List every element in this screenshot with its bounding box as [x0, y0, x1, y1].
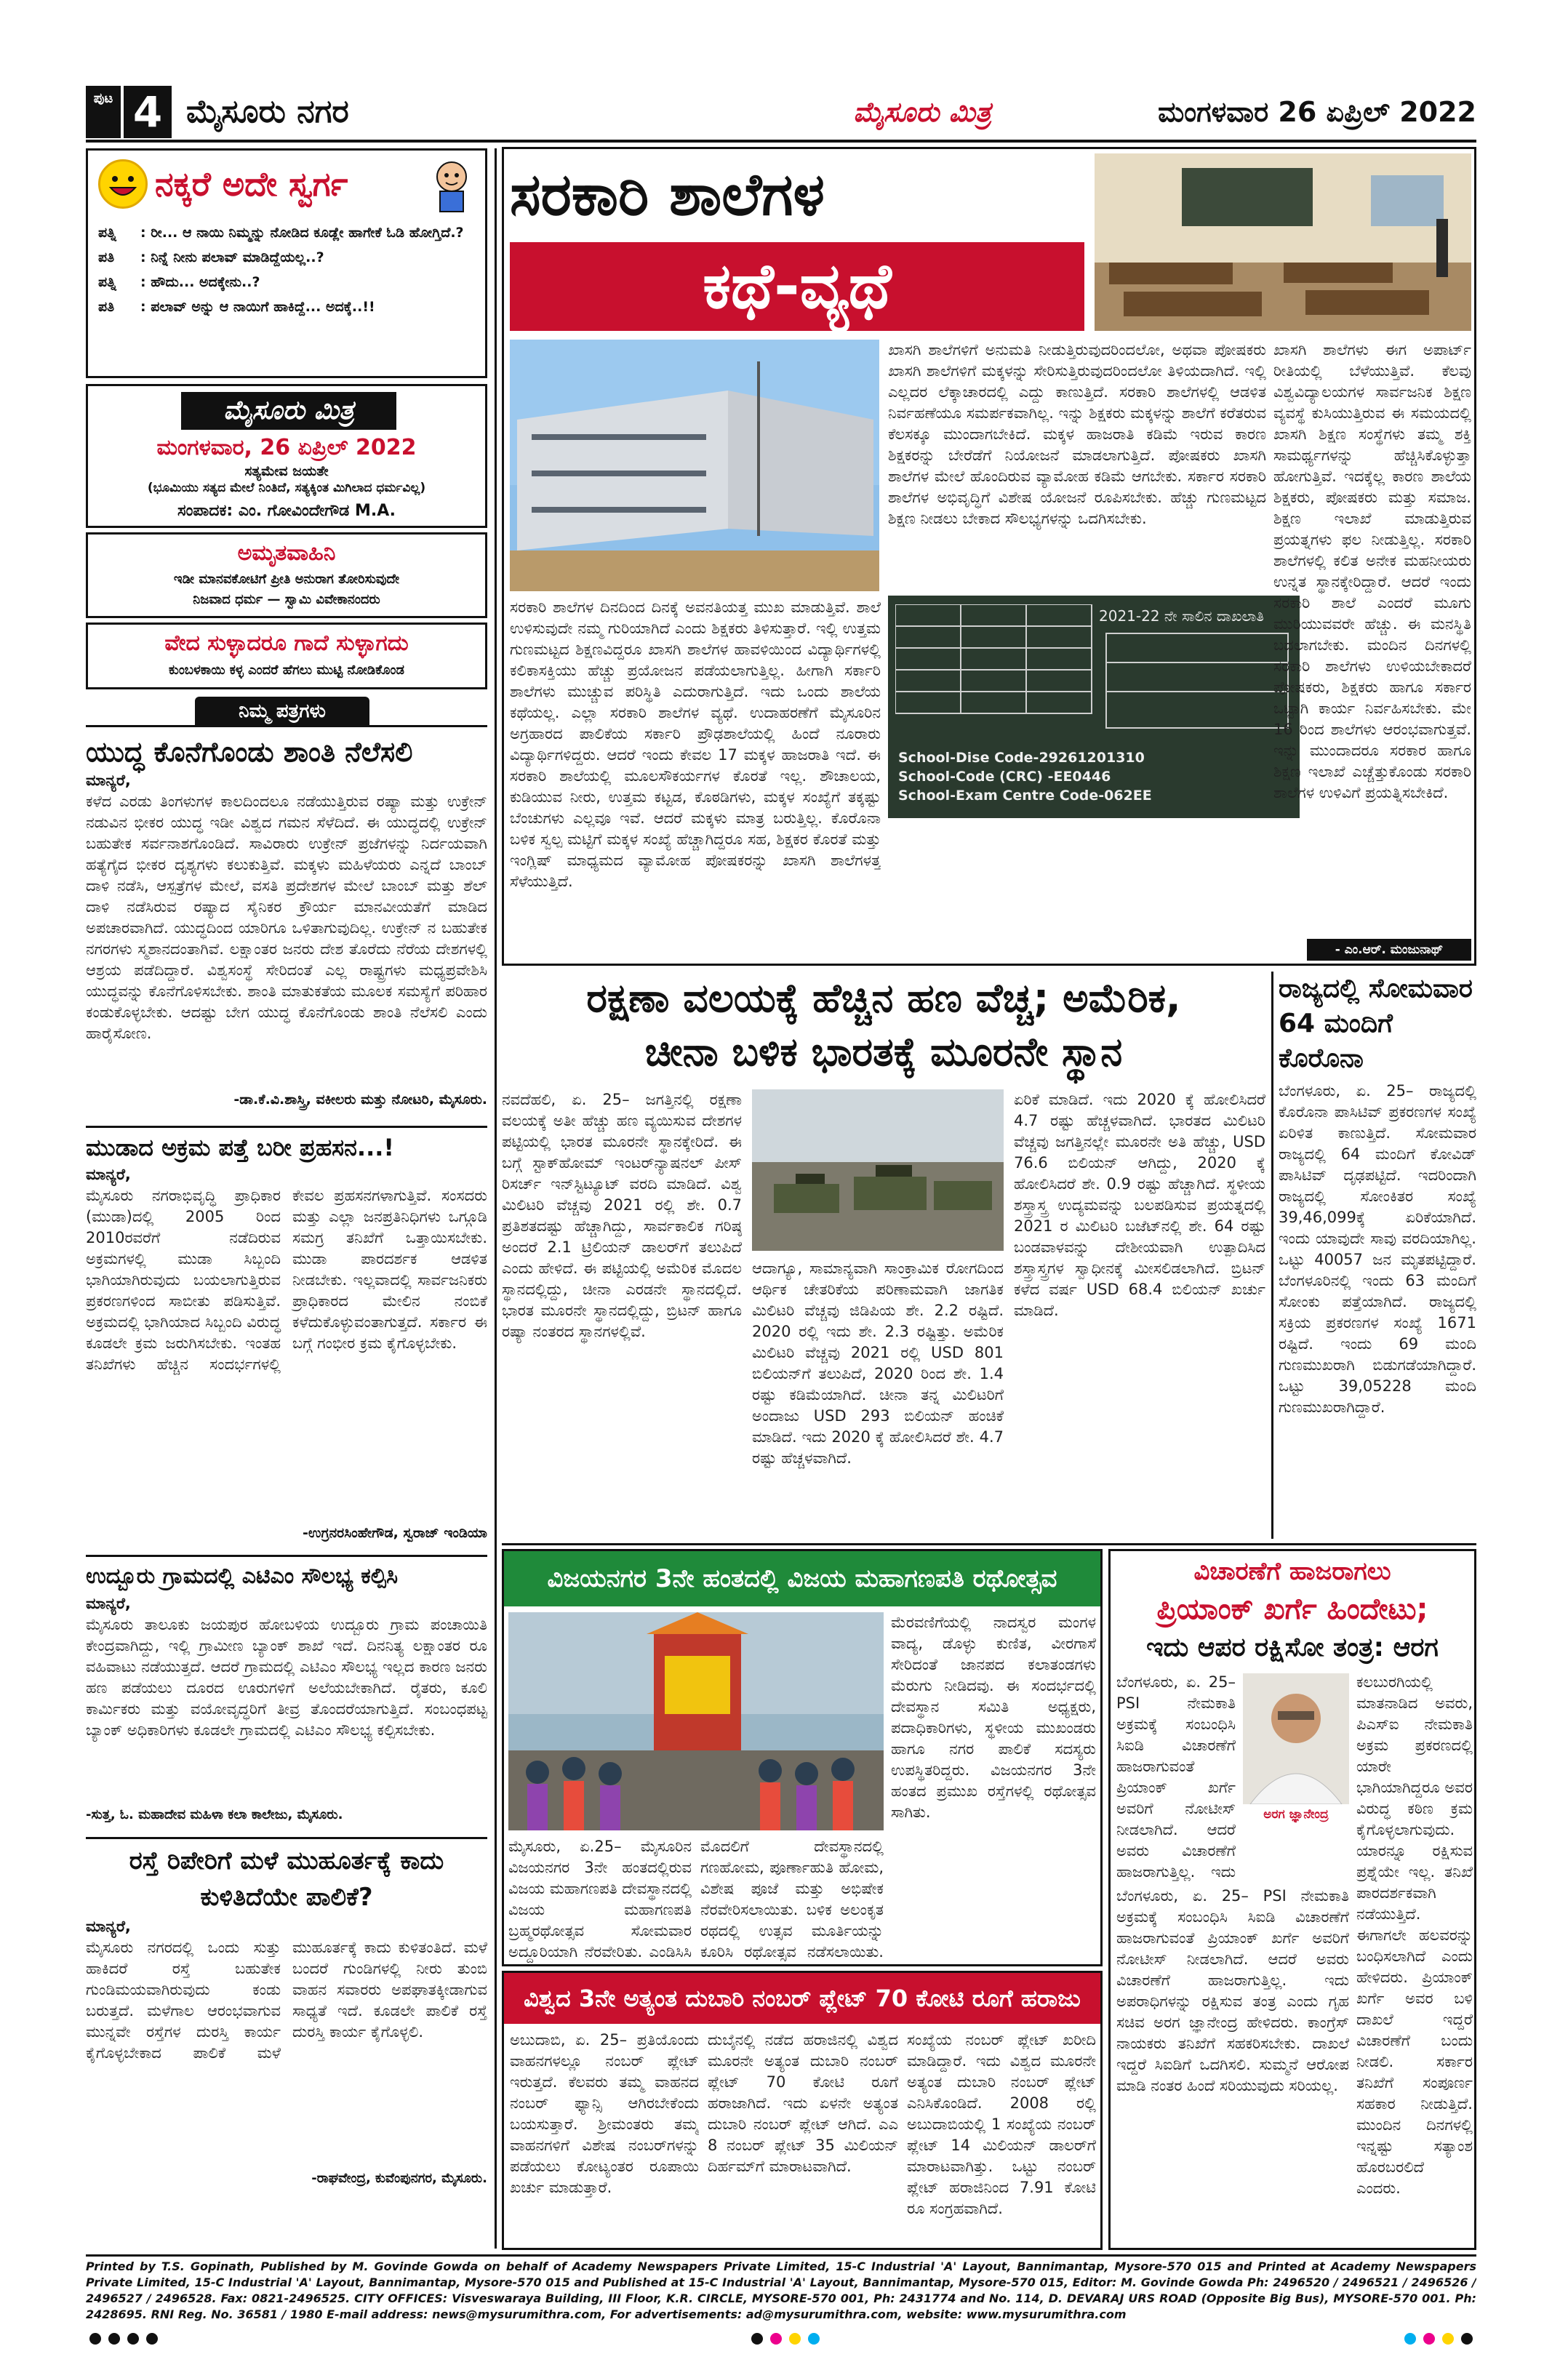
defence-col-1: ನವದೆಹಲಿ, ಏ. 25– ಜಗತ್ತಿನಲ್ಲಿ ರಕ್ಷಣಾ ವಲಯಕ್ಕೆ ಅತೀ ಹೆಚ್ಚು ಹಣ ವ್ಯಯಿಸುವ ದೇಶಗಳ ಪಟ್ಟಿಯಲ್ಲಿ ಭಾರತ ಮೂರನೇ ಸ್ಥಾನಕ್ಕೇರಿದೆ. ಈ ಬಗ್ಗೆ ಸ್ಟಾಕ್‌ಹೋಮ್ ಇಂಟರ್‌ನ್ಯಾಷನಲ್ ಪೀಸ್ ರಿಸರ್ಚ್ ಇನ್‌ಸ್ಟಿಟ್ಯೂಟ್ ವರದಿ ಮಾಡಿದೆ. ವಿಶ್ವ ಮಿಲಿಟರಿ ವೆಚ್ಚವು 2021 ರಲ್ಲಿ ಶೇ. 0.7 ಪ್ರತಿಶತದಷ್ಟು ಹೆಚ್ಚಾಗಿದ್ದು, ಸಾರ್ವಕಾಲಿಕ ಗರಿಷ್ಠ ಅಂದರೆ 2.1 ಟ್ರಿಲಿಯನ್ ಡಾಲರ್‌ಗೆ ತಲುಪಿದೆ ಎಂದು ಹೇಳಿದೆ. ಈ ಪಟ್ಟಿಯಲ್ಲಿ ಅಮೆರಿಕ ಮೊದಲ ಸ್ಥಾನದಲ್ಲಿದ್ದು, ಚೀನಾ ಎರಡನೇ ಸ್ಥಾನದಲ್ಲಿದೆ. ಭಾರತ ಮೂರನೇ ಸ್ಥಾನದಲ್ಲಿದ್ದು, ಬ್ರಿಟನ್ ಹಾಗೂ ರಷ್ಯಾ ನಂತರದ ಸ್ಥಾನಗಳಲ್ಲಿವೆ.	[502, 1091, 742, 1340]
letter-2-sign: -ಉಗ್ರನರಸಿಂಹೇಗೌಡ, ಸ್ವರಾಜ್ ಇಂಡಿಯಾ	[303, 1525, 487, 1541]
letter-3	[86, 1561, 487, 1833]
masthead-box-editor: ಸಂಪಾದಕ: ಎಂ. ಗೋವಿಂದೇಗೌಡ M.A.	[177, 502, 396, 520]
chariot-headline: ವಿಜಯನಗರ 3ನೇ ಹಂತದಲ್ಲಿ ವಿಜಯ ಮಹಾಗಣಪತಿ ರಥೋತ್ಸವ	[547, 1564, 1057, 1593]
cartoon-icon	[424, 156, 479, 215]
letter-3-body: ಮೈಸೂರು ತಾಲೂಕು ಜಯಪುರ ಹೋಬಳಿಯ ಉದ್ಬೂರು ಗ್ರಾಮ ಪಂಚಾಯಿತಿ ಕೇಂದ್ರವಾಗಿದ್ದು, ಇಲ್ಲಿ ಗ್ರಾಮೀಣ ಬ್ಯಾಂಕ್ ಶಾಖೆ ಇದೆ. ದಿನನಿತ್ಯ ಲಕ್ಷಾಂತರ ರೂ ವಹಿವಾಟು ನಡೆಯುತ್ತದೆ. ಆದರೆ ಗ್ರಾಮದಲ್ಲಿ ಎಟಿಎಂ ಸೌಲಭ್ಯ ಇಲ್ಲದ ಕಾರಣ ಜನರು ಹಣ ಪಡೆಯಲು ದೂರದ ಊರುಗಳಿಗೆ ಅಲೆಯಬೇಕಾಗಿದೆ. ರೈತರು, ಕೂಲಿ ಕಾರ್ಮಿಕರು ಮತ್ತು ವಯೋವೃದ್ಧರಿಗೆ ತೀವ್ರ ತೊಂದರೆಯಾಗುತ್ತಿದೆ. ಸಂಬಂಧಪಟ್ಟ ಬ್ಯಾಂಕ್ ಅಧಿಕಾರಿಗಳು ಕೂಡಲೇ ಗ್ರಾಮದಲ್ಲಿ ಎಟಿಎಂ ಸೌಲಭ್ಯ ಕಲ್ಪಿಸಬೇಕು.	[86, 1616, 487, 1739]
letter-4-body: ಮೈಸೂರು ನಗರದಲ್ಲಿ ಒಂದು ಸುತ್ತು ಹಾಕಿದರೆ ರಸ್ತೆ ಬಹುತೇಕ ಗುಂಡಿಮಯವಾಗಿರುವುದು ಕಂಡು ಬರುತ್ತದೆ. ಮಳೆಗಾಲ ಆರಂಭವಾಗುವ ಮುನ್ನವೇ ರಸ್ತೆಗಳ ದುರಸ್ತಿ ಕಾರ್ಯ ಕೈಗೊಳ್ಳಬೇಕಾದ ಪಾಲಿಕೆ ಮಳೆ ಮುಹೂರ್ತಕ್ಕೆ ಕಾದು ಕುಳಿತಂತಿದೆ. ಮಳೆ ಬಂದರೆ ಗುಂಡಿಗಳಲ್ಲಿ ನೀರು ತುಂಬಿ ವಾಹನ ಸವಾರರು ಅಪಘಾತಕ್ಕೀಡಾಗುವ ಸಾಧ್ಯತೆ ಇದೆ. ಕೂಡಲೇ ಪಾಲಿಕೆ ರಸ್ತೆ ದುರಸ್ತಿ ಕಾರ್ಯ ಕೈಗೊಳ್ಳಲಿ.	[86, 1939, 487, 2062]
letter-1-salute: ಮಾನ್ಯರೆ,	[86, 772, 131, 789]
column-divider	[1271, 972, 1273, 1539]
chariot-col-3: ಮೆರವಣಿಗೆಯಲ್ಲಿ ನಾದಸ್ವರ ಮಂಗಳ ವಾದ್ಯ, ಡೊಳ್ಳು ಕುಣಿತ, ವೀರಗಾಸೆ ಸೇರಿದಂತೆ ಜಾನಪದ ಕಲಾತಂಡಗಳು ಮೆರುಗು ನೀಡಿದವು. ಈ ಸಂದರ್ಭದಲ್ಲಿ ದೇವಸ್ಥಾನ ಸಮಿತಿ ಅಧ್ಯಕ್ಷರು, ಪದಾಧಿಕಾರಿಗಳು, ಸ್ಥಳೀಯ ಮುಖಂಡರು ಹಾಗೂ ನಗರ ಪಾಲಿಕೆ ಸದಸ್ಯರು ಉಪಸ್ಥಿತರಿದ್ದರು. ವಿಜಯನಗರ 3ನೇ ಹಂತದ ಪ್ರಮುಖ ರಸ್ತೆಗಳಲ್ಲಿ ರಥೋತ್ಸವ ಸಾಗಿತು.	[891, 1614, 1096, 1821]
classroom-photo	[1095, 153, 1471, 331]
plate-headline-bar	[504, 1973, 1100, 2024]
letter-4	[86, 1843, 487, 2247]
color-dots-right	[1401, 2333, 1476, 2347]
footer-rule	[86, 2254, 1476, 2257]
letters-banner-tag: ನಿಮ್ಮ ಪತ್ರಗಳು	[195, 697, 369, 726]
letter-4-title: ರಸ್ತೆ ರಿಪೇರಿಗೆ ಮಳೆ ಮುಹೂರ್ತಕ್ಕೆ ಕಾದು ಕುಳಿತಿದೆಯೇ ಪಾಲಿಕೆ?	[129, 1846, 444, 1912]
chariot-col-2: ಮೊದಲಿಗೆ ದೇವಸ್ಥಾನದಲ್ಲಿ ಗಣಹೋಮ, ಪೂರ್ಣಾಹುತಿ ಹೋಮ, ವಿಶೇಷ ಪೂಜೆ ಮತ್ತು ಅಭಿಷೇಕ ನೆರವೇರಿಸಲಾಯಿತು. ಬಳಿಕ ಅಲಂಕೃತ ರಥದಲ್ಲಿ ಉತ್ಸವ ಮೂರ್ತಿಯನ್ನು ಕೂರಿಸಿ ರಥೋತ್ಸವ ನಡೆಸಲಾಯಿತು.	[700, 1838, 884, 1961]
defence-headline-1: ರಕ್ಷಣಾ ವಲಯಕ್ಕೆ ಹೆಚ್ಚಿನ ಹಣ ವೆಚ್ಚ; ಅಮೆರಿಕ,	[586, 975, 1181, 1021]
chariot-col-1: ಮೈಸೂರು, ಏ.25– ಮೈಸೂರಿನ ವಿಜಯನಗರ 3ನೇ ಹಂತದಲ್ಲಿರುವ ವಿಜಯ ಮಹಾಗಣಪತಿ ದೇವಸ್ಥಾನದಲ್ಲಿ ವಿಜಯ ಮಹಾಗಣಪತಿ ಬ್ರಹ್ಮರಥೋತ್ಸವ ಸೋಮವಾರ ಅದ್ದೂರಿಯಾಗಿ ನೆರವೇರಿತು. ಎಂಡಿಸಿಸಿ	[508, 1838, 692, 1961]
schools-col-2: ಖಾಸಗಿ ಶಾಲೆಗಳಿಗೆ ಅನುಮತಿ ನೀಡುತ್ತಿರುವುದರಿಂದಲೋ, ಅಥವಾ ಪೋಷಕರು ಖಾಸಗಿ ಶಾಲೆಗಳಿಗೆ ಮಕ್ಕಳನ್ನು ಸೇರಿಸುತ್ತಿರುವುದರಿಂದಲೋ ತಿಳಿಯದಾಗಿದೆ. ಇಲ್ಲಿ ಎಲ್ಲದರ ಲೆಕ್ಕಾಚಾರದಲ್ಲಿ ಎದ್ದು ಕಾಣುತ್ತಿದೆ. ಸರಕಾರಿ ಶಾಲೆಗಳಲ್ಲಿ ಆಡಳಿತ ನಿರ್ವಹಣೆಯೂ ಸಮರ್ಪಕವಾಗಿಲ್ಲ. ಇನ್ನು ಶಿಕ್ಷಕರು ಮಕ್ಕಳನ್ನು ಶಾಲೆಗೆ ಕರೆತರುವ ಕೆಲಸಕ್ಕೂ ಮುಂದಾಗಬೇಕಿದೆ. ಮಕ್ಕಳ ಹಾಜರಾತಿ ಕಡಿಮೆ ಇರುವ ಕಾರಣ ಶಿಕ್ಷಕರನ್ನು ಬೇರೆಡೆಗೆ ನಿಯೋಜನೆ ಮಾಡಲಾಗುತ್ತಿದೆ. ಪೋಷಕರು ಖಾಸಗಿ ಶಾಲೆಗಳ ಮೇಲೆ ಹೊಂದಿರುವ ವ್ಯಾಮೋಹ ಕಡಿಮೆ ಆಗಬೇಕು. ಸರ್ಕಾರ ಸರಕಾರಿ ಶಾಲೆಗಳ ಅಭಿವೃದ್ಧಿಗೆ ವಿಶೇಷ ಯೋಜನೆ ರೂಪಿಸಬೇಕು. ಹೆಚ್ಚು ಗುಣಮಟ್ಟದ ಶಿಕ್ಷಣ ನೀಡಲು ಬೇಕಾದ ಸೌಲಭ್ಯಗಳನ್ನು ಒದಗಿಸಬೇಕು.	[888, 341, 1266, 527]
plate-col-1: ಅಬುದಾಬಿ, ಏ. 25– ಪ್ರತಿಯೊಂದು ವಾಹನಗಳಲ್ಲೂ ನಂಬರ್ ಪ್ಲೇಟ್ ಇರುತ್ತದೆ. ಕೆಲವರು ತಮ್ಮ ವಾಹನದ ನಂಬರ್ ಫ್ಯಾನ್ಸಿ ಆಗಿರಬೇಕೆಂದು ಬಯಸುತ್ತಾರೆ. ಶ್ರೀಮಂತರು ತಮ್ಮ ವಾಹನಗಳಿಗೆ ವಿಶೇಷ ನಂಬರ್‌ಗಳನ್ನು ಪಡೆಯಲು ಕೋಟ್ಯಂತರ ರೂಪಾಯಿ ಖರ್ಚು ಮಾಡುತ್ತಾರೆ.	[510, 2031, 699, 2196]
schools-byline: - ಎಂ.ಆರ್. ಮಂಜುನಾಥ್	[1307, 939, 1471, 961]
schools-feature	[502, 147, 1476, 966]
letter-2-title: ಮುಡಾದ ಅಕ್ರಮ ಪತ್ತೆ ಬರೀ ಪ್ರಹಸನ...!	[86, 1134, 394, 1161]
schools-col-1: ಸರಕಾರಿ ಶಾಲೆಗಳ ದಿನದಿಂದ ದಿನಕ್ಕೆ ಅವನತಿಯತ್ತ ಮುಖ ಮಾಡುತ್ತಿವೆ. ಶಾಲೆ ಉಳಿಸುವುದೇ ನಮ್ಮ ಗುರಿಯಾಗಿದೆ ಎಂದು ಶಿಕ್ಷಕರು ತಿಳಿಸುತ್ತಾರೆ. ಇಲ್ಲಿ ಉತ್ತಮ ಗುಣಮಟ್ಟದ ಶಿಕ್ಷಣವಿದ್ದರೂ ಖಾಸಗಿ ಶಾಲೆಗಳ ಹಾವಳಿಯಿಂದ ವಿದ್ಯಾರ್ಥಿಗಳಲ್ಲಿ ಕಲಿಕಾಸಕ್ತಿಯು ಹೆಚ್ಚು ಪ್ರಯೋಜನ ಪಡೆಯಲಾಗುತ್ತಿಲ್ಲ. ಹೀಗಾಗಿ ಸರ್ಕಾರಿ ಶಾಲೆಗಳು ಮುಚ್ಚುವ ಪರಿಸ್ಥಿತಿ ಎದುರಾಗುತ್ತಿದೆ. ಇದು ಒಂದು ಶಾಲೆಯ ಕಥೆಯಲ್ಲ. ಎಲ್ಲಾ ಸರಕಾರಿ ಶಾಲೆಗಳ ವ್ಯಥೆ. ಉದಾಹರಣೆಗೆ ಮೈಸೂರಿನ ಅಗ್ರಹಾರದ ಪಾಲಿಕೆಯ ಸರ್ಕಾರಿ ಪ್ರೌಢಶಾಲೆಯಲ್ಲಿ ಹಿಂದೆ ನೂರಾರು ವಿದ್ಯಾರ್ಥಿಗಳಿದ್ದರು. ಆದರೆ ಇಂದು ಕೇವಲ 17 ಮಕ್ಕಳ ಹಾಜರಾತಿ ಇದೆ. ಈ ಸರಕಾರಿ ಶಾಲೆಯಲ್ಲಿ ಮೂಲಸೌಕರ್ಯಗಳ ಕೊರತೆ ಇಲ್ಲ. ಶೌಚಾಲಯ, ಕುಡಿಯುವ ನೀರು, ಉತ್ತಮ ಕಟ್ಟಡ, ಕೊಠಡಿಗಳು, ಮಕ್ಕಳ ಸಂಖ್ಯೆಗೆ ತಕ್ಕಷ್ಟು ಬೆಂಚುಗಳು ಎಲ್ಲವೂ ಇವೆ. ಆದರೆ ಮಕ್ಕಳು ಮಾತ್ರ ಬರುತ್ತಿಲ್ಲ. ಕೊರೊನಾ ಬಳಿಕ ಸ್ವಲ್ಪ ಮಟ್ಟಿಗೆ ಮಕ್ಕಳ ಸಂಖ್ಯೆ ಹೆಚ್ಚಾಗಿದ್ದರೂ ಸಹ, ಶಿಕ್ಷಕರ ಕೊರತೆ ಮತ್ತು ಇಂಗ್ಲಿಷ್ ಮಾಧ್ಯಮದ ವ್ಯಾಮೋಹ ಪೋಷಕರನ್ನು ಖಾಸಗಿ ಶಾಲೆಗಳತ್ತ ಸೆಳೆಯುತ್ತಿದೆ.	[510, 598, 881, 890]
masthead-logo: ಮೈಸೂರು ಮಿತ್ರ	[853, 96, 991, 128]
header-rule	[86, 140, 1476, 143]
amrita-line1: ಇಡೀ ಮಾನವಕೋಟಿಗೆ ಪ್ರೀತಿ ಅನುರಾಗ ತೋರಿಸುವುದೇ	[173, 572, 400, 587]
color-dots-center	[748, 2333, 823, 2347]
humor-line: ಪತಿ : ಪಲಾವ್ ಅನ್ನು ಆ ನಾಯಿಗೆ ಹಾಕಿದ್ದೆ... ಅದಕ್ಕೆ..!!	[98, 299, 375, 315]
board-dise-code: School-Dise Code-29261201310	[898, 750, 1145, 766]
corona-story	[1279, 972, 1476, 1539]
letters-banner	[86, 697, 487, 727]
defence-col-3: ಏರಿಕೆ ಮಾಡಿದೆ. ಇದು 2020 ಕ್ಕೆ ಹೋಲಿಸಿದರೆ 4.7 ರಷ್ಟು ಹೆಚ್ಚಳವಾಗಿದೆ. ಭಾರತದ ಮಿಲಿಟರಿ ವೆಚ್ಚವು ಜಗತ್ತಿನಲ್ಲೇ ಮೂರನೇ ಅತಿ ಹೆಚ್ಚು, USD 76.6 ಬಿಲಿಯನ್ ಆಗಿದ್ದು, 2020 ಕ್ಕೆ ಹೋಲಿಸಿದರೆ ಶೇ. 0.9 ರಷ್ಟು ಹೆಚ್ಚಾಗಿದೆ. ಸ್ಥಳೀಯ ಶಸ್ತ್ರಾಸ್ತ್ರ ಉದ್ಯಮವನ್ನು ಬಲಪಡಿಸುವ ಪ್ರಯತ್ನದಲ್ಲಿ 2021 ರ ಮಿಲಿಟರಿ ಬಜೆಟ್‌ನಲ್ಲಿ ಶೇ. 64 ರಷ್ಟು ಬಂಡವಾಳವನ್ನು ದೇಶೀಯವಾಗಿ ಉತ್ಪಾದಿಸಿದ ಶಸ್ತ್ರಾಸ್ತ್ರಗಳ ಸ್ವಾಧೀನಕ್ಕೆ ಮೀಸಲಿಡಲಾಗಿದೆ. ಬ್ರಿಟನ್ ಕಳೆದ ವರ್ಷ USD 68.4 ಬಿಲಿಯನ್ ಖರ್ಚು ಮಾಡಿದೆ.	[1014, 1091, 1265, 1319]
humor-line: ಪತ್ನಿ : ರೀ... ಆ ನಾಯಿ ನಿಮ್ಮನ್ನು ನೋಡಿದ ಕೂಡ್ಲೇ ಹಾಗೇಕೆ ಓಡಿ ಹೋಗ್ತಿದೆ.?	[98, 225, 464, 241]
chariot-story	[502, 1549, 1103, 1966]
letter-1	[86, 734, 487, 1120]
proverb-box	[86, 622, 487, 689]
schools-title-1: ಸರಕಾರಿ ಶಾಲೆಗಳ	[510, 161, 825, 228]
probe-col-1: ಬೆಂಗಳೂರು, ಏ. 25– PSI ನೇಮಕಾತಿ ಅಕ್ರಮಕ್ಕೆ ಸಂಬಂಧಿಸಿ ಸಿಐಡಿ ವಿಚಾರಣೆಗೆ ಹಾಜರಾಗುವಂತೆ ಪ್ರಿಯಾಂಕ್ ಖರ್ಗೆ ಅವರಿಗೆ ನೋಟೀಸ್ ನೀಡಲಾಗಿದೆ. ಆದರೆ ಅವರು ವಿಚಾರಣೆಗೆ ಹಾಜರಾಗುತ್ತಿಲ್ಲ. ಇದು	[1116, 1673, 1236, 1881]
page-label: ಪುಟ	[86, 86, 121, 138]
letter-3-salute: ಮಾನ್ಯರೆ,	[86, 1595, 131, 1612]
probe-story	[1108, 1549, 1476, 2250]
page-header	[86, 86, 1476, 138]
schools-col-3: ಖಾಸಗಿ ಶಾಲೆಗಳು ಈಗ ಅಪಾರ್ಟ್ ರೀತಿಯಲ್ಲಿ ಬೆಳೆಯುತ್ತಿವೆ. ಕೆಲವು ವಿಶ್ವವಿದ್ಯಾಲಯಗಳ ಸಾರ್ವಜನಿಕ ಶಿಕ್ಷಣ ವ್ಯವಸ್ಥೆ ಕುಸಿಯುತ್ತಿರುವ ಈ ಸಮಯದಲ್ಲಿ ಖಾಸಗಿ ಶಿಕ್ಷಣ ಸಂಸ್ಥೆಗಳು ತಮ್ಮ ಶಕ್ತಿ ಸಾಮರ್ಥ್ಯಗಳನ್ನು ಹೆಚ್ಚಿಸಿಕೊಳ್ಳುತ್ತಾ ಹೋಗುತ್ತಿವೆ. ಇದಕ್ಕೆಲ್ಲ ಕಾರಣ ಶಾಲೆಯ ಶಿಕ್ಷಕರು, ಪೋಷಕರು ಮತ್ತು ಸಮಾಜ. ಶಿಕ್ಷಣ ಇಲಾಖೆ ಮಾಡುತ್ತಿರುವ ಪ್ರಯತ್ನಗಳು ಫಲ ನೀಡುತ್ತಿಲ್ಲ. ಸರಕಾರಿ ಶಾಲೆಗಳಲ್ಲಿ ಕಲಿತ ಅನೇಕ ಮಹನೀಯರು ಉನ್ನತ ಸ್ಥಾನಕ್ಕೇರಿದ್ದಾರೆ. ಆದರೆ ಇಂದು ಸರಕಾರಿ ಶಾಲೆ ಎಂದರೆ ಮೂಗು ಮುರಿಯುವವರೇ ಹೆಚ್ಚು. ಈ ಮನಸ್ಥಿತಿ ಬದಲಾಗಬೇಕು. ಮಂದಿನ ದಿನಗಳಲ್ಲಿ ಸರಕಾರಿ ಶಾಲೆಗಳು ಉಳಿಯಬೇಕಾದರೆ ಪೋಷಕರು, ಶಿಕ್ಷಕರು ಹಾಗೂ ಸರ್ಕಾರ ಒಟ್ಟಾಗಿ ಕಾರ್ಯ ನಿರ್ವಹಿಸಬೇಕು. ಮೇ 16 ರಿಂದ ಶಾಲೆಗಳು ಆರಂಭವಾಗುತ್ತವೆ. ಇನ್ನು ಮುಂದಾದರೂ ಸರಕಾರ ಹಾಗೂ ಶಿಕ್ಷಣ ಇಲಾಖೆ ಎಚ್ಚೆತ್ತುಕೊಂಡು ಸರಕಾರಿ ಶಾಲೆಗಳ ಉಳಿವಿಗೆ ಪ್ರಯತ್ನಿಸಬೇಕಿದೆ.	[1273, 341, 1471, 801]
humor-title: ನಕ್ಕರೆ ಅದೇ ಸ್ವರ್ಗ	[155, 164, 348, 204]
probe-headline-2: ಇದು ಆಪರ ರಕ್ಷಿಸೋ ತಂತ್ರ: ಆರಗ	[1146, 1633, 1439, 1662]
probe-kicker: ವಿಚಾರಣೆಗೆ ಹಾಜರಾಗಲು	[1193, 1557, 1391, 1586]
letter-4-sign: -ರಾಘವೇಂದ್ರ, ಕುವೆಂಪುನಗರ, ಮೈಸೂರು.	[311, 2171, 487, 2186]
divider	[86, 1126, 487, 1128]
humor-box	[86, 148, 487, 378]
amrita-line2: ನಿಜವಾದ ಧರ್ಮ — ಸ್ವಾಮಿ ವಿವೇಕಾನಂದರು	[193, 592, 380, 607]
letter-4-salute: ಮಾನ್ಯರೆ,	[86, 1918, 131, 1935]
board-heading: 2021-22 ನೇ ಸಾಲಿನ ದಾಖಲಾತಿ	[1099, 607, 1265, 625]
probe-col-1-cont: ಬೆಂಗಳೂರು, ಏ. 25– PSI ನೇಮಕಾತಿ ಅಕ್ರಮಕ್ಕೆ ಸಂಬಂಧಿಸಿ ಸಿಐಡಿ ವಿಚಾರಣೆಗೆ ಹಾಜರಾಗುವಂತೆ ಪ್ರಿಯಾಂಕ್ ಖರ್ಗೆ ಅವರಿಗೆ ನೋಟೀಸ್ ನೀಡಲಾಗಿದೆ. ಆದರೆ ಅವರು ವಿಚಾರಣೆಗೆ ಹಾಜರಾಗುತ್ತಿಲ್ಲ. ಇದು ಅಪರಾಧಿಗಳನ್ನು ರಕ್ಷಿಸುವ ತಂತ್ರ ಎಂದು ಗೃಹ ಸಚಿವ ಅರಗ ಜ್ಞಾನೇಂದ್ರ ಹೇಳಿದರು. ಕಾಂಗ್ರೆಸ್ ನಾಯಕರು ತನಿಖೆಗೆ ಸಹಕರಿಸಬೇಕು. ದಾಖಲೆ ಇದ್ದರೆ ಸಿಐಡಿಗೆ ಒದಗಿಸಲಿ. ಸುಮ್ಮನೆ ಆರೋಪ ಮಾಡಿ ನಂತರ ಹಿಂದೆ ಸರಿಯುವುದು ಸರಿಯಲ್ಲ.	[1116, 1887, 1349, 2094]
chariot-photo	[508, 1612, 884, 1830]
laugh-icon	[98, 159, 148, 209]
chariot-headline-bar	[504, 1551, 1100, 1606]
defence-col-2: ಆದಾಗ್ಯೂ, ಸಾಮಾನ್ಯವಾಗಿ ಸಾಂಕ್ರಾಮಿಕ ರೋಗದಿಂದ ಆರ್ಥಿಕ ಚೇತರಿಕೆಯ ಪರಿಣಾಮವಾಗಿ ಜಾಗತಿಕ ಮಿಲಿಟರಿ ವೆಚ್ಚವು ಜಿಡಿಪಿಯ ಶೇ. 2.2 ರಷ್ಟಿದೆ. 2020 ರಲ್ಲಿ ಇದು ಶೇ. 2.3 ರಷ್ಟಿತ್ತು. ಅಮೆರಿಕ ಮಿಲಿಟರಿ ವೆಚ್ಚವು 2021 ರಲ್ಲಿ USD 801 ಬಿಲಿಯನ್‌ಗೆ ತಲುಪಿದೆ, 2020 ರಿಂದ ಶೇ. 1.4 ರಷ್ಟು ಕಡಿಮೆಯಾಗಿದೆ. ಚೀನಾ ತನ್ನ ಮಿಲಿಟರಿಗೆ ಅಂದಾಜು USD 293 ಬಿಲಿಯನ್ ಹಂಚಿಕೆ ಮಾಡಿದೆ. ಇದು 2020 ಕ್ಕೆ ಹೋಲಿಸಿದರೆ ಶೇ. 4.7 ರಷ್ಟು ಹೆಚ್ಚಳವಾಗಿದೆ.	[752, 1260, 1004, 1467]
minister-caption: ಅರಗ ಜ್ಞಾನೇಂದ್ರ	[1263, 1807, 1329, 1822]
letter-2-salute: ಮಾನ್ಯರೆ,	[86, 1166, 131, 1183]
blackboard-photo	[888, 596, 1300, 818]
column-divider	[495, 148, 497, 2249]
letter-1-sign: -ಡಾ.ಕೆ.ವಿ.ಶಾಸ್ತ್ರಿ, ವಕೀಲರು ಮತ್ತು ನೋಟರಿ, ಮೈಸೂರು.	[233, 1092, 487, 1108]
header-date: ಮಂಗಳವಾರ 26 ಏಪ್ರಿಲ್ 2022	[1158, 96, 1476, 128]
probe-headline-1: ಪ್ರಿಯಾಂಕ್ ಖರ್ಗೆ ಹಿಂದೇಟು;	[1156, 1593, 1428, 1626]
humor-dialogue	[98, 220, 476, 319]
schools-title-2-bar	[510, 242, 1084, 331]
humor-line: ಪತ್ನಿ : ಹೌದು... ಅದಕ್ಕೇನು..?	[98, 274, 260, 290]
letter-2-body: ಮೈಸೂರು ನಗರಾಭಿವೃದ್ಧಿ ಪ್ರಾಧಿಕಾರ (ಮುಡಾ)ದಲ್ಲಿ 2005 ರಿಂದ 2010ರವರೆಗೆ ನಡೆದಿರುವ ಅಕ್ರಮಗಳಲ್ಲಿ ಮುಡಾ ಸಿಬ್ಬಂದಿ ಭಾಗಿಯಾಗಿರುವುದು ಬಯಲಾಗುತ್ತಿರುವ ಪ್ರಕರಣಗಳಿಂದ ಸಾಬೀತು ಪಡಿಸುತ್ತಿವೆ. ಅಕ್ರಮದಲ್ಲಿ ಭಾಗಿಯಾದ ಸಿಬ್ಬಂದಿ ವಿರುದ್ಧ ಕೂಡಲೇ ಕ್ರಮ ಜರುಗಿಸಬೇಕು. ಇಂತಹ ತನಿಖೆಗಳು ಹೆಚ್ಚಿನ ಸಂದರ್ಭಗಳಲ್ಲಿ ಕೇವಲ ಪ್ರಹಸನಗಳಾಗುತ್ತಿವೆ. ಸಂಸದರು ಮತ್ತು ಎಲ್ಲಾ ಜನಪ್ರತಿನಿಧಿಗಳು ಒಗ್ಗೂಡಿ ಸಮಗ್ರ ತನಿಖೆಗೆ ಒತ್ತಾಯಿಸಬೇಕು. ಮುಡಾ ಪಾರದರ್ಶಕ ಆಡಳಿತ ನೀಡಬೇಕು. ಇಲ್ಲವಾದಲ್ಲಿ ಸಾರ್ವಜನಿಕರು ಪ್ರಾಧಿಕಾರದ ಮೇಲಿನ ನಂಬಿಕೆ ಕಳೆದುಕೊಳ್ಳುವಂತಾಗುತ್ತದೆ. ಸರ್ಕಾರ ಈ ಬಗ್ಗೆ ಗಂಭೀರ ಕ್ರಮ ಕೈಗೊಳ್ಳಬೇಕು.	[86, 1187, 487, 1373]
defence-story	[502, 972, 1265, 1539]
corona-headline: ರಾಜ್ಯದಲ್ಲಿ ಸೋಮವಾರ 64 ಮಂದಿಗೆ ಕೊರೊನಾ	[1279, 974, 1473, 1073]
plate-col-2: ದುಬೈನಲ್ಲಿ ನಡೆದ ಹರಾಜಿನಲ್ಲಿ ವಿಶ್ವದ ಮೂರನೇ ಅತ್ಯಂತ ದುಬಾರಿ ನಂಬರ್ ಪ್ಲೇಟ್ 70 ಕೋಟಿ ರೂಗೆ ಹರಾಜಾಗಿದೆ. ಇದು ಏಳನೇ ಅತ್ಯಂತ ದುಬಾರಿ ನಂಬರ್ ಪ್ಲೇಟ್ ಆಗಿದೆ. ಎಎ 8 ನಂಬರ್ ಪ್ಲೇಟ್ 35 ಮಿಲಿಯನ್ ದಿರ್ಹಮ್‌ಗೆ ಮಾರಾಟವಾಗಿದೆ.	[708, 2031, 898, 2175]
plate-headline: ವಿಶ್ವದ 3ನೇ ಅತ್ಯಂತ ದುಬಾರಿ ನಂಬರ್ ಪ್ಲೇಟ್ 70 ಕೋಟಿ ರೂಗೆ ಹರಾಜು	[524, 1985, 1081, 2012]
board-exam-code: School-Exam Centre Code-062EE	[898, 788, 1152, 804]
plate-col-3: ಸಂಖ್ಯೆಯ ನಂಬರ್ ಪ್ಲೇಟ್ ಖರೀದಿ ಮಾಡಿದ್ದಾರೆ. ಇದು ವಿಶ್ವದ ಮೂರನೇ ಅತ್ಯಂತ ದುಬಾರಿ ನಂಬರ್ ಪ್ಲೇಟ್ ಎನಿಸಿಕೊಂಡಿದೆ. 2008 ರಲ್ಲಿ ಅಬುದಾಬಿಯಲ್ಲಿ 1 ಸಂಖ್ಯೆಯ ನಂಬರ್ ಪ್ಲೇಟ್ 14 ಮಿಲಿಯನ್ ಡಾಲರ್‌ಗೆ ಮಾರಾಟವಾಗಿತ್ತು. ಒಟ್ಟು ನಂಬರ್ ಪ್ಲೇಟ್ ಹರಾಜಿನಿಂದ 7.91 ಕೋಟಿ ರೂ ಸಂಗ್ರಹವಾಗಿದೆ.	[907, 2031, 1096, 2217]
amrita-title: ಅಮೃತವಾಹಿನಿ	[237, 540, 336, 566]
section-name: ಮೈಸೂರು ನಗರ	[186, 93, 349, 130]
defence-headline-2: ಚೀನಾ ಬಳಿಕ ಭಾರತಕ್ಕೆ ಮೂರನೇ ಸ್ಥಾನ	[644, 1029, 1123, 1075]
letter-3-title: ಉದ್ಬೂರು ಗ್ರಾಮದಲ್ಲಿ ಎಟಿಎಂ ಸೌಲಭ್ಯ ಕಲ್ಪಿಸಿ	[86, 1564, 399, 1589]
letter-2	[86, 1132, 487, 1549]
page-number: 4	[124, 86, 172, 138]
school-building-photo	[510, 340, 879, 591]
proverb-line: ಕುಂಬಳಕಾಯಿ ಕಳ್ಳ ಎಂದರೆ ಹೆಗಲು ಮುಟ್ಟಿ ನೋಡಿಕೊಂಡ	[169, 662, 404, 678]
divider	[502, 1543, 1476, 1545]
amrita-box	[86, 532, 487, 618]
masthead-box-line2: (ಭೂಮಿಯು ಸತ್ಯದ ಮೇಲೆ ನಿಂತಿದೆ, ಸತ್ಯಕ್ಕಿಂತ ಮಿಗಿಲಾದ ಧರ್ಮವಿಲ್ಲ)	[147, 481, 426, 495]
masthead-box-logo: ಮೈಸೂರು ಮಿತ್ರ	[181, 392, 396, 430]
masthead-box-motto: ಸತ್ಯಮೇವ ಜಯತೇ	[244, 463, 329, 479]
probe-col-2: ಕಲಬುರಗಿಯಲ್ಲಿ ಮಾತನಾಡಿದ ಅವರು, ಪಿಎಸ್‌ಐ ನೇಮಕಾತಿ ಅಕ್ರಮ ಪ್ರಕರಣದಲ್ಲಿ ಯಾರೇ ಭಾಗಿಯಾಗಿದ್ದರೂ ಅವರ ವಿರುದ್ಧ ಕಠಿಣ ಕ್ರಮ ಕೈಗೊಳ್ಳಲಾಗುವುದು. ಯಾರನ್ನೂ ರಕ್ಷಿಸುವ ಪ್ರಶ್ನೆಯೇ ಇಲ್ಲ. ತನಿಖೆ ಪಾರದರ್ಶಕವಾಗಿ ನಡೆಯುತ್ತಿದೆ. ಈಗಾಗಲೇ ಹಲವರನ್ನು ಬಂಧಿಸಲಾಗಿದೆ ಎಂದು ಹೇಳಿದರು. ಪ್ರಿಯಾಂಕ್ ಖರ್ಗೆ ಅವರ ಬಳಿ ದಾಖಲೆ ಇದ್ದರೆ ವಿಚಾರಣೆಗೆ ಬಂದು ನೀಡಲಿ. ಸರ್ಕಾರ ತನಿಖೆಗೆ ಸಂಪೂರ್ಣ ಸಹಕಾರ ನೀಡುತ್ತಿದೆ. ಮುಂದಿನ ದಿನಗಳಲ್ಲಿ ಇನ್ನಷ್ಟು ಸತ್ಯಾಂಶ ಹೊರಬರಲಿದೆ ಎಂದರು.	[1356, 1673, 1473, 2197]
letter-1-title: ಯುದ್ಧ ಕೊನೆಗೊಂಡು ಶಾಂತಿ ನೆಲೆಸಲಿ	[86, 736, 413, 768]
minister-photo	[1243, 1673, 1349, 1804]
schools-title-2: ಕಥೆ-ವ್ಯಥೆ	[703, 250, 892, 323]
registration-marks	[86, 2333, 1476, 2350]
board-school-code: School-Code (CRC) -EE0446	[898, 769, 1111, 785]
parade-photo	[752, 1089, 1004, 1251]
letter-1-body: ಕಳೆದ ಎರಡು ತಿಂಗಳುಗಳ ಕಾಲದಿಂದಲೂ ನಡೆಯುತ್ತಿರುವ ರಷ್ಯಾ ಮತ್ತು ಉಕ್ರೇನ್ ನಡುವಿನ ಭೀಕರ ಯುದ್ಧ ಇಡೀ ವಿಶ್ವದ ಗಮನ ಸೆಳೆದಿದೆ. ಈ ಯುದ್ಧದಲ್ಲಿ ಉಕ್ರೇನ್ ಬಹುತೇಕ ಸರ್ವನಾಶಗೊಂಡಿದೆ. ಸಾವಿರಾರು ಉಕ್ರೇನ್ ಪ್ರಜೆಗಳನ್ನು ನಿರ್ದಯವಾಗಿ ಹತ್ಯೆಗೈದ ಭೀಕರ ದೃಶ್ಯಗಳು ಕಲುಕುತ್ತಿವೆ. ಮಕ್ಕಳು ಮಹಿಳೆಯರು ಎನ್ನದೆ ಬಾಂಬ್ ದಾಳಿ ನಡೆಸಿ, ಆಸ್ಪತ್ರೆಗಳ ಮೇಲೆ, ವಸತಿ ಪ್ರದೇಶಗಳ ಮೇಲೆ ಬಾಂಬ್ ಮತ್ತು ಶೆಲ್ ದಾಳಿ ನಡೆಸಿರುವ ರಷ್ಯಾದ ಸೈನಿಕರ ಕ್ರೌರ್ಯ ಮಾನವೀಯತೆಗೆ ಮಾಡಿದ ಅಪಚಾರವಾಗಿದೆ. ಯುದ್ಧದಿಂದ ಯಾರಿಗೂ ಒಳಿತಾಗುವುದಿಲ್ಲ. ಉಕ್ರೇನ್ ನ ಬಹುತೇಕ ನಗರಗಳು ಸ್ಮಶಾನದಂತಾಗಿವೆ. ಲಕ್ಷಾಂತರ ಜನರು ದೇಶ ತೊರೆದು ನೆರೆಯ ದೇಶಗಳಲ್ಲಿ ಆಶ್ರಯ ಪಡೆದಿದ್ದಾರೆ. ವಿಶ್ವಸಂಸ್ಥೆ ಸೇರಿದಂತೆ ಎಲ್ಲ ರಾಷ್ಟ್ರಗಳು ಮಧ್ಯಪ್ರವೇಶಿಸಿ ಯುದ್ಧವನ್ನು ಕೊನೆಗೊಳಿಸಬೇಕು. ಶಾಂತಿ ಮಾತುಕತೆಯ ಮೂಲಕ ಸಮಸ್ಯೆಗೆ ಪರಿಹಾರ ಕಂಡುಕೊಳ್ಳಬೇಕು. ಆದಷ್ಟು ಬೇಗ ಯುದ್ಧ ಕೊನೆಗೊಂಡು ಶಾಂತಿ ನೆಲೆಸಲಿ ಎಂದು ಹಾರೈಸೋಣ.	[86, 793, 487, 1042]
footer-imprint: Printed by T.S. Gopinath, Published by M. Govinde Gowda on behalf of Academy Newspapers Private Limited, 15-C Industrial 'A' Layout, Bannimantap, Mysore-570 015 and Printed at Academy Newspapers Private Limited, 15-C Industrial 'A' Layout, Bannimantap, Mysore-570 015 and Published at 15-C Industrial 'A' Layout, Bannimantap, Mysore-570 015, Editor: M. Govinde Gowda Ph: 2496520 / 2496521 / 2496526 / 2496527 / 2496528. Fax: 0821-2496525. CITY OFFICES: Visveswaraya Building, III Floor, K.R. CIRCLE, MYSORE-570 001, Ph: 2431774 and No. 114, D. DEVARAJ URS ROAD (Opposite Big Bus), MYSORE-570 001. Ph: 2428695. RNI Reg. No. 36581 / 1980 E-mail address: news@mysurumithra.com, For advertisements: ad@mysurumithra.com, website: www.mysurumithra.com	[86, 2259, 1476, 2321]
letter-3-sign: -ಸುತ್ತ, ಓ. ಮಹಾದೇವ ಮಹಿಳಾ ಕಲಾ ಕಾಲೇಜು, ಮೈಸೂರು.	[86, 1807, 343, 1822]
masthead-box	[86, 384, 487, 528]
divider	[86, 1837, 487, 1839]
humor-line: ಪತಿ : ನಿನ್ನೆ ನೀನು ಪಲಾವ್ ಮಾಡಿದ್ದೆಯಲ್ಲ..?	[98, 249, 324, 265]
proverb-title: ವೇದ ಸುಳ್ಳಾದರೂ ಗಾದೆ ಸುಳ್ಳಾಗದು	[164, 630, 409, 656]
color-dots-left	[86, 2333, 161, 2347]
plate-story	[502, 1971, 1103, 2250]
masthead-box-date: ಮಂಗಳವಾರ, 26 ಏಪ್ರಿಲ್ 2022	[156, 435, 417, 460]
corona-body: ಬೆಂಗಳೂರು, ಏ. 25– ರಾಜ್ಯದಲ್ಲಿ ಕೊರೊನಾ ಪಾಸಿಟಿವ್ ಪ್ರಕರಣಗಳ ಸಂಖ್ಯೆ ಏರಿಳಿತ ಕಾಣುತ್ತಿದೆ. ಸೋಮವಾರ ರಾಜ್ಯದಲ್ಲಿ 64 ಮಂದಿಗೆ ಕೋವಿಡ್ ಪಾಸಿಟಿವ್ ದೃಢಪಟ್ಟಿದೆ. ಇದರಿಂದಾಗಿ ರಾಜ್ಯದಲ್ಲಿ ಸೋಂಕಿತರ ಸಂಖ್ಯೆ 39,46,099ಕ್ಕೆ ಏರಿಕೆಯಾಗಿದೆ. ಇಂದು ಯಾವುದೇ ಸಾವು ವರದಿಯಾಗಿಲ್ಲ. ಒಟ್ಟು 40057 ಜನ ಮೃತಪಟ್ಟಿದ್ದಾರೆ. ಬೆಂಗಳೂರಿನಲ್ಲಿ ಇಂದು 63 ಮಂದಿಗೆ ಸೋಂಕು ಪತ್ತೆಯಾಗಿದೆ. ರಾಜ್ಯದಲ್ಲಿ ಸಕ್ರಿಯ ಪ್ರಕರಣಗಳ ಸಂಖ್ಯೆ 1671 ರಷ್ಟಿದೆ. ಇಂದು 69 ಮಂದಿ ಗುಣಮುಖರಾಗಿ ಬಿಡುಗಡೆಯಾಗಿದ್ದಾರೆ. ಒಟ್ಟು 39,05228 ಮಂದಿ ಗುಣಮುಖರಾಗಿದ್ದಾರೆ.	[1279, 1082, 1476, 1416]
divider	[86, 1555, 487, 1557]
